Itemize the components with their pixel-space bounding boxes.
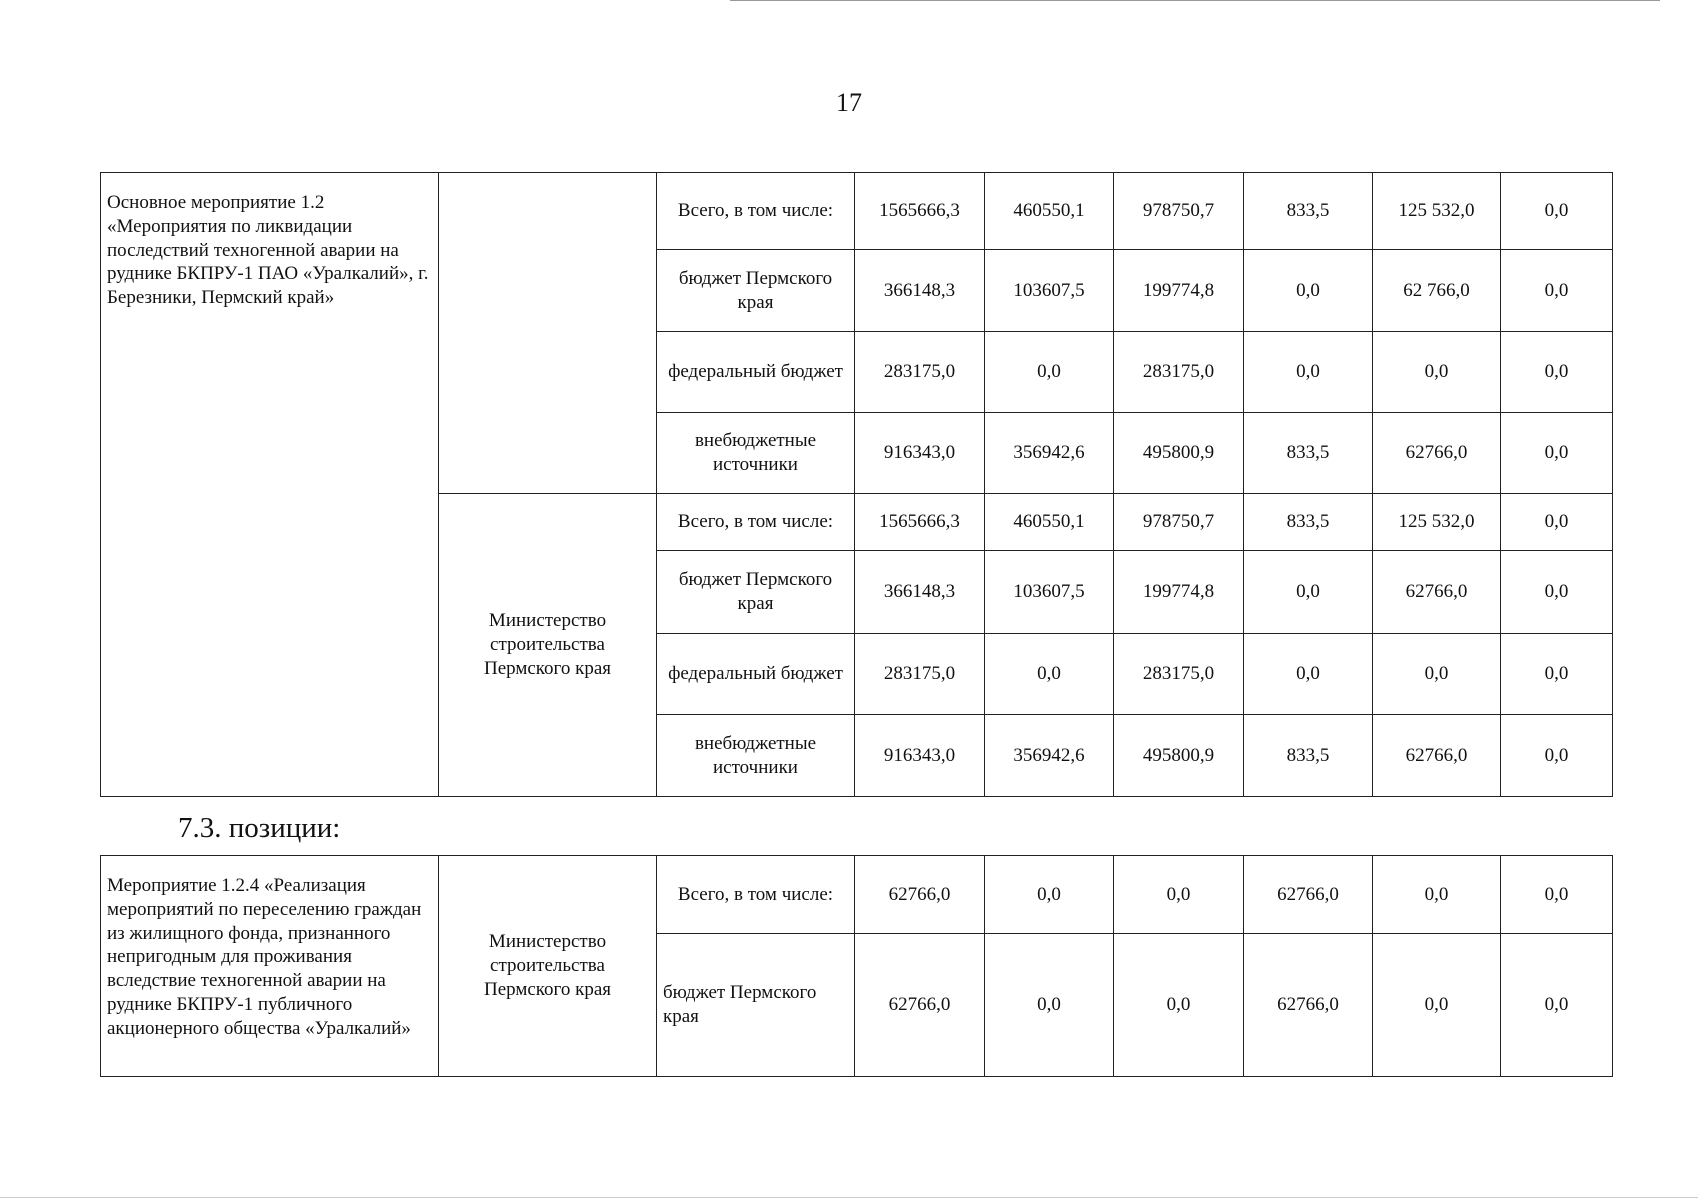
funding-source: Всего, в том числе: [657, 856, 855, 934]
value-cell: 283175,0 [855, 634, 985, 715]
value-cell: 62766,0 [1373, 413, 1501, 494]
value-cell: 0,0 [1244, 551, 1373, 634]
table-row [101, 856, 1613, 934]
section-heading: 7.3. позиции: [178, 812, 341, 844]
value-cell: 0,0 [985, 634, 1114, 715]
value-cell: 0,0 [1114, 934, 1244, 1077]
value-cell: 283175,0 [1114, 634, 1244, 715]
event-title: Основное мероприятие 1.2 «Мероприятия по ликвидации последствий техногенной аварии на руднике БКПРУ-1 ПАО «Уралкалий», г. Березники, Пермский край» [101, 173, 439, 797]
value-cell: 283175,0 [1114, 332, 1244, 413]
value-cell: 833,5 [1244, 173, 1373, 250]
value-cell: 0,0 [1373, 934, 1501, 1077]
funding-source: внебюджетные источники [657, 413, 855, 494]
value-cell: 125 532,0 [1373, 494, 1501, 551]
value-cell: 199774,8 [1114, 250, 1244, 332]
value-cell: 283175,0 [855, 332, 985, 413]
funding-source: Всего, в том числе: [657, 173, 855, 250]
value-cell: 62766,0 [1244, 934, 1373, 1077]
value-cell: 62766,0 [1373, 551, 1501, 634]
value-cell: 0,0 [1501, 413, 1613, 494]
funding-source: внебюджетные источники [657, 715, 855, 797]
value-cell: 495800,9 [1114, 715, 1244, 797]
value-cell: 460550,1 [985, 494, 1114, 551]
value-cell: 62766,0 [855, 856, 985, 934]
value-cell: 0,0 [1244, 332, 1373, 413]
value-cell: 460550,1 [985, 173, 1114, 250]
funding-source: бюджет Пермского края [657, 250, 855, 332]
funding-source: федеральный бюджет [657, 634, 855, 715]
value-cell: 833,5 [1244, 715, 1373, 797]
value-cell: 356942,6 [985, 715, 1114, 797]
value-cell: 0,0 [985, 934, 1114, 1077]
value-cell: 0,0 [1501, 934, 1613, 1077]
value-cell: 0,0 [1244, 634, 1373, 715]
value-cell: 0,0 [985, 332, 1114, 413]
value-cell: 833,5 [1244, 494, 1373, 551]
executor-cell: Министерство строительства Пермского края [439, 856, 657, 1077]
value-cell: 0,0 [985, 856, 1114, 934]
value-cell: 978750,7 [1114, 494, 1244, 551]
table-row [101, 173, 1613, 250]
value-cell: 0,0 [1501, 494, 1613, 551]
value-cell: 356942,6 [985, 413, 1114, 494]
value-cell: 366148,3 [855, 551, 985, 634]
event-title: Мероприятие 1.2.4 «Реализация мероприятий по переселению граждан из жилищного фонда, признанного непригодным для проживания вследствие техногенной аварии на руднике БКПРУ-1 публичного акционерного общества «Уралкалий» [101, 856, 439, 1077]
value-cell: 833,5 [1244, 413, 1373, 494]
value-cell: 0,0 [1373, 856, 1501, 934]
value-cell: 125 532,0 [1373, 173, 1501, 250]
value-cell: 0,0 [1501, 173, 1613, 250]
funding-source: бюджет Пермского края [657, 551, 855, 634]
executor-cell [439, 173, 657, 494]
value-cell: 0,0 [1501, 634, 1613, 715]
value-cell: 0,0 [1114, 856, 1244, 934]
value-cell: 0,0 [1501, 250, 1613, 332]
value-cell: 62766,0 [1373, 715, 1501, 797]
value-cell: 62 766,0 [1373, 250, 1501, 332]
funding-source: федеральный бюджет [657, 332, 855, 413]
value-cell: 62766,0 [855, 934, 985, 1077]
financing-table-sub-event [100, 855, 1613, 1077]
value-cell: 0,0 [1373, 634, 1501, 715]
value-cell: 1565666,3 [855, 173, 985, 250]
value-cell: 199774,8 [1114, 551, 1244, 634]
funding-source: бюджет Пермского края [657, 934, 855, 1077]
value-cell: 1565666,3 [855, 494, 985, 551]
financing-table-main-event [100, 172, 1613, 797]
value-cell: 0,0 [1501, 551, 1613, 634]
value-cell: 0,0 [1373, 332, 1501, 413]
value-cell: 916343,0 [855, 413, 985, 494]
value-cell: 0,0 [1501, 856, 1613, 934]
value-cell: 495800,9 [1114, 413, 1244, 494]
funding-source: Всего, в том числе: [657, 494, 855, 551]
value-cell: 916343,0 [855, 715, 985, 797]
page-number: 17 [836, 88, 862, 117]
value-cell: 0,0 [1501, 332, 1613, 413]
executor-cell: Министерство строительства Пермского края [439, 494, 657, 797]
value-cell: 0,0 [1244, 250, 1373, 332]
value-cell: 0,0 [1501, 715, 1613, 797]
value-cell: 62766,0 [1244, 856, 1373, 934]
value-cell: 978750,7 [1114, 173, 1244, 250]
value-cell: 366148,3 [855, 250, 985, 332]
value-cell: 103607,5 [985, 250, 1114, 332]
value-cell: 103607,5 [985, 551, 1114, 634]
